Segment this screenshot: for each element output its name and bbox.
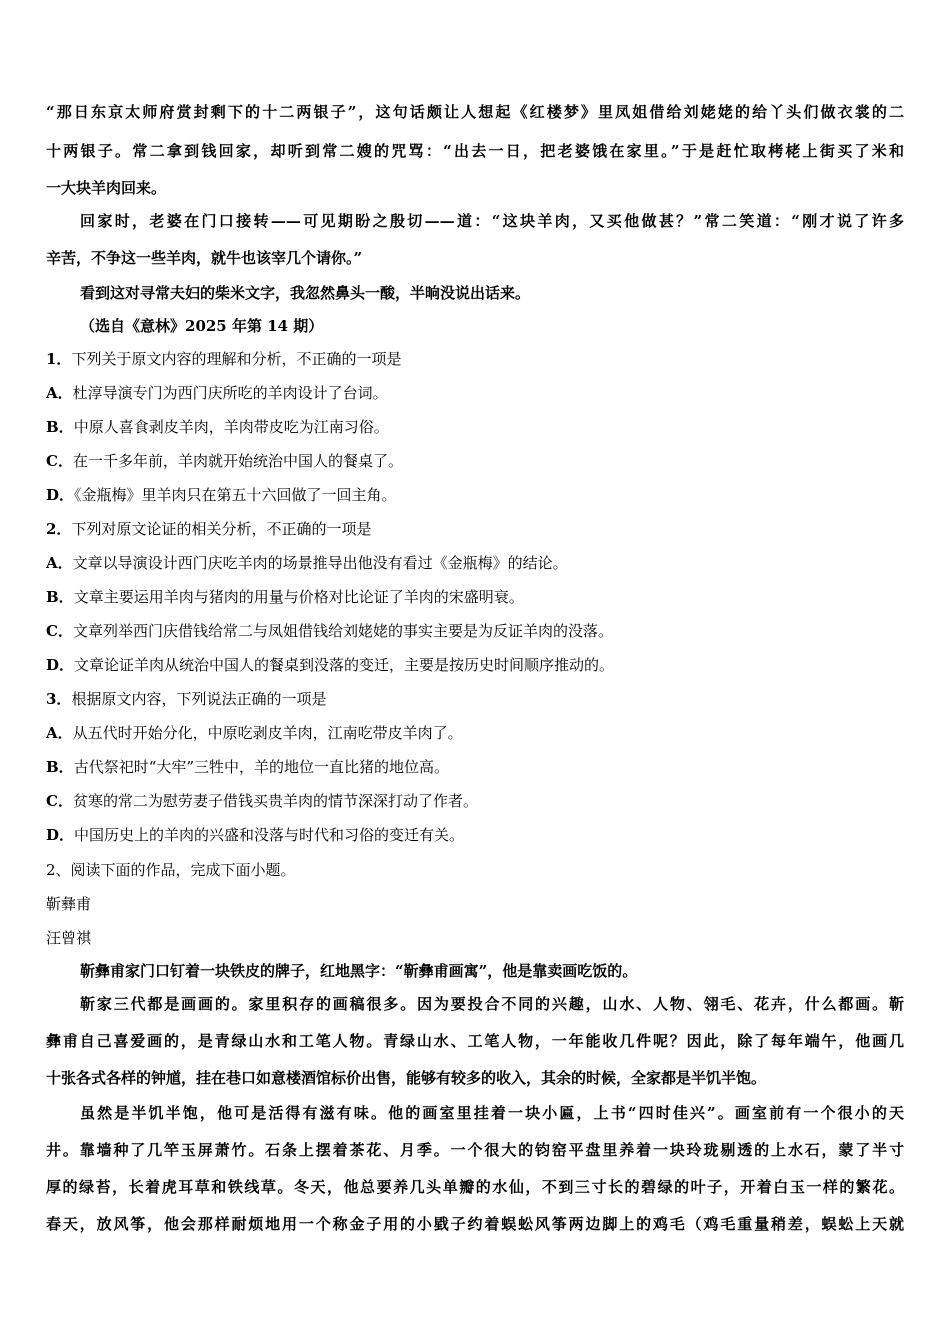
question-1-option-d: [46, 484, 397, 505]
question-2-option-b: [46, 586, 524, 607]
question-2-option-c: [46, 620, 613, 641]
passage1-source: （选自《意林》2025 年第 14 期）: [80, 317, 324, 335]
question-3-option-a: [46, 722, 463, 743]
option-text: 文章列举西门庆借钱给常二与凤姐借钱给刘姥姥的事实主要是为反证羊肉的没落。: [72, 622, 613, 640]
question-1-option-b: [46, 416, 389, 437]
option-text: 文章主要运用羊肉与猪肉的用量与价格对比论证了羊肉的宋盛明衰。: [73, 588, 524, 606]
question-3-option-c: [46, 790, 478, 811]
passage1-p2-line1: 回家时，老婆在门口接转——可见期盼之殷切——道：“这块羊肉，又买他做甚？”常二笑道：“刚才说了许多: [80, 212, 904, 230]
passage1-p1-line1: “那日东京太师府赏封剩下的十二两银子”，这句话颇让人想起《红楼梦》里凤姐借给刘姥姥的给丫头们做衣裳的二: [46, 103, 904, 121]
question-1-stem: [46, 348, 401, 369]
question-1-option-c: [46, 450, 403, 471]
option-text: 文章以导演设计西门庆吃羊肉的场景推导出他没有看过《金瓶梅》的结论。: [72, 554, 568, 572]
passage1-p3: 看到这对寻常夫妇的柴米文字，我忽然鼻头一酸，半晌没说出话来。: [80, 284, 531, 302]
article-title: 靳彝甫: [46, 895, 92, 913]
section2-p2-line2: 彝甫自己喜爱画的，是青绿山水和工笔人物。青绿山水、工笔人物，一年能收几件呢？因此，除了每年端午，他画几: [46, 1032, 904, 1050]
section2-p3-line1: 虽然是半饥半饱，他可是活得有滋有味。他的画室里挂着一块小匾，上书“四时佳兴”。画室前有一个很小的天: [80, 1104, 904, 1122]
article-author: 汪曾祺: [46, 929, 92, 947]
question-3-stem: [46, 688, 326, 709]
option-text: 文章论证羊肉从统治中国人的餐桌到没落的变迁，主要是按历史时间顺序推动的。: [74, 656, 615, 674]
option-label: D．: [46, 826, 75, 844]
section2-p3-line3: 厚的绿苔，长着虎耳草和铁线草。冬天，他总要养几头单瓣的水仙，不到三寸长的碧绿的叶子，开着白玉一样的繁花。: [46, 1178, 904, 1196]
option-label: D．: [46, 656, 75, 674]
option-label: A．: [46, 724, 73, 742]
option-text: 《金瓶梅》里羊肉只在第五十六回做了一回主角。: [74, 486, 397, 504]
question-3-option-d: [46, 824, 464, 845]
option-label: C．: [46, 792, 73, 810]
section2-p2-line1: 靳家三代都是画画的。家里积存的画稿很多。因为要投合不同的兴趣，山水、人物、翎毛、花卉，什么都画。靳: [80, 995, 904, 1013]
option-label: B．: [46, 418, 74, 436]
option-label: B．: [46, 588, 74, 606]
option-text: 杜淳导演专门为西门庆所吃的羊肉设计了台词。: [72, 384, 388, 402]
section2-p3-line4: 春天，放风筝，他会那样耐烦地用一个称金子用的小戥子约着蜈蚣风筝两边脚上的鸡毛（鸡毛重量稍差，蜈蚣上天就: [46, 1215, 904, 1233]
question-2-option-d: [46, 654, 614, 675]
question-number: 2．: [46, 520, 72, 538]
question-number: 1．: [46, 350, 72, 368]
option-text: 贫寒的常二为慰劳妻子借钱买贵羊肉的情节深深打动了作者。: [72, 792, 478, 810]
option-label: C．: [46, 622, 73, 640]
passage1-p2-line2: 辛苦，不争这一些羊肉，就牛也该宰几个请你。”: [46, 249, 363, 267]
option-label: C．: [46, 452, 73, 470]
option-text: 中国历史上的羊肉的兴盛和没落与时代和习俗的变迁有关。: [74, 826, 465, 844]
question-text: 下列对原文论证的相关分析，不正确的一项是: [71, 520, 372, 538]
question-2-option-a: [46, 552, 568, 573]
question-text: 根据原文内容，下列说法正确的一项是: [71, 690, 327, 708]
section2-p1: 靳彝甫家门口钉着一块铁皮的牌子，红地黑字：“靳彝甫画寓”，他是靠卖画吃饭的。: [80, 962, 638, 980]
option-text: 古代祭祀时“大牢”三牲中，羊的地位一直比猪的地位高。: [73, 758, 450, 776]
section2-p2-line3: 十张各式各样的钟馗，挂在巷口如意楼酒馆标价出售，能够有较多的收入，其余的时候，全家都是半饥半饱。: [46, 1069, 767, 1087]
option-label: B．: [46, 758, 74, 776]
question-1-option-a: [46, 382, 388, 403]
section2-p3-line2: 井。靠墙种了几竿玉屏萧竹。石条上摆着茶花、月季。一个很大的钧窑平盘里养着一块玲珑剔透的上水石，蒙了半寸: [46, 1141, 904, 1159]
question-text: 下列关于原文内容的理解和分析，不正确的一项是: [71, 350, 402, 368]
option-text: 从五代时开始分化，中原吃剥皮羊肉，江南吃带皮羊肉了。: [72, 724, 463, 742]
option-label: A．: [46, 384, 73, 402]
passage1-p1-line2: 十两银子。常二拿到钱回家，却听到常二嫂的咒骂：“出去一日，把老婆饿在家里。”于是赶忙取栲栳上街买了米和: [46, 142, 904, 160]
option-text: 中原人喜食剥皮羊肉，羊肉带皮吃为江南习俗。: [73, 418, 389, 436]
question-3-option-b: [46, 756, 449, 777]
option-text: 在一千多年前，羊肉就开始统治中国人的餐桌了。: [72, 452, 403, 470]
option-label: D．: [46, 486, 75, 504]
passage1-p1-line3: 一大块羊肉回来。: [46, 179, 167, 197]
section2-intro: 2、阅读下面的作品，完成下面小题。: [46, 861, 296, 879]
question-2-stem: [46, 518, 371, 539]
question-number: 3．: [46, 690, 72, 708]
option-label: A．: [46, 554, 73, 572]
